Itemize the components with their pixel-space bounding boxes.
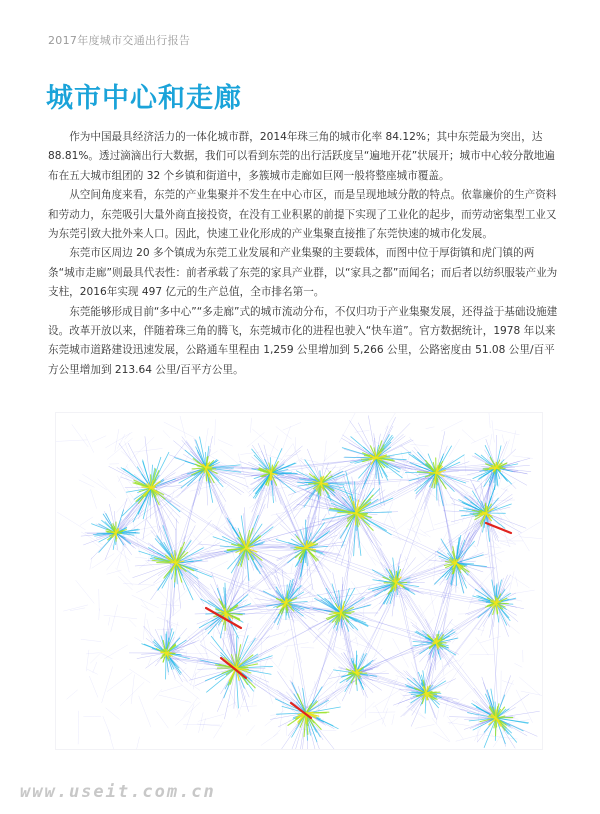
watermark: www.useit.com.cn xyxy=(20,782,216,802)
paragraph: 从空间角度来看，东莞的产业集聚并不发生在中心市区，而是呈现地域分散的特点。依靠廉价的生产资料和劳动力，东莞吸引大量外商直接投资，在没有工业积累的前提下实现了工业化的起步，而劳动密集型工业又为东莞引致大批外来人口。因此，快速工业化形成的产业集聚直接推了东莞快速的城市化发展。 xyxy=(48,189,557,241)
paragraph: 作为中国最具经济活力的一体化城市群，2014年珠三角的城市化率 84.12%；其中东莞最为突出，达88.81%。透过滴滴出行大数据，我们可以看到东莞的出行活跃度呈“遍地开花”状展开；城市中心较分散地遍布在五大城市组团的 32 个乡镇和街道中，多簇城市走廊如巨网一般将整座城市覆盖。 xyxy=(48,131,555,182)
article-body xyxy=(48,128,558,380)
flow-lines xyxy=(56,413,542,749)
report-header: 2017年度城市交通出行报告 xyxy=(48,34,191,47)
paragraph: 东莞能够形成目前“多中心”“多走廊”式的城市流动分布，不仅归功于产业集聚发展，还得益于基础设施建设。改革开放以来，伴随着珠三角的腾飞，东莞城市化的进程也驶入“快车道”。官方数据统计，1978 年以来东莞城市道路建设迅速发展，公路通车里程由 1,259 公里增加到 5,266 公里，公路密度由 51.08 公里/百平方公里增加到 213.64 公里/百平方公里。 xyxy=(48,305,558,376)
section-title: 城市中心和走廊 xyxy=(46,83,242,114)
trip-flow-map xyxy=(56,413,542,749)
trip-flow-map-graphic xyxy=(56,413,542,749)
paragraph: 东莞市区周边 20 多个镇成为东莞工业发展和产业集聚的主要载体，而图中位于厚街镇和虎门镇的两条“城市走廊”则最具代表性：前者承载了东莞的家具产业群，以“家具之都”而闻名；而后者以纺织服装产业为支柱，2016年实现 497 亿元的生产总值，全市排名第一。 xyxy=(48,247,558,299)
